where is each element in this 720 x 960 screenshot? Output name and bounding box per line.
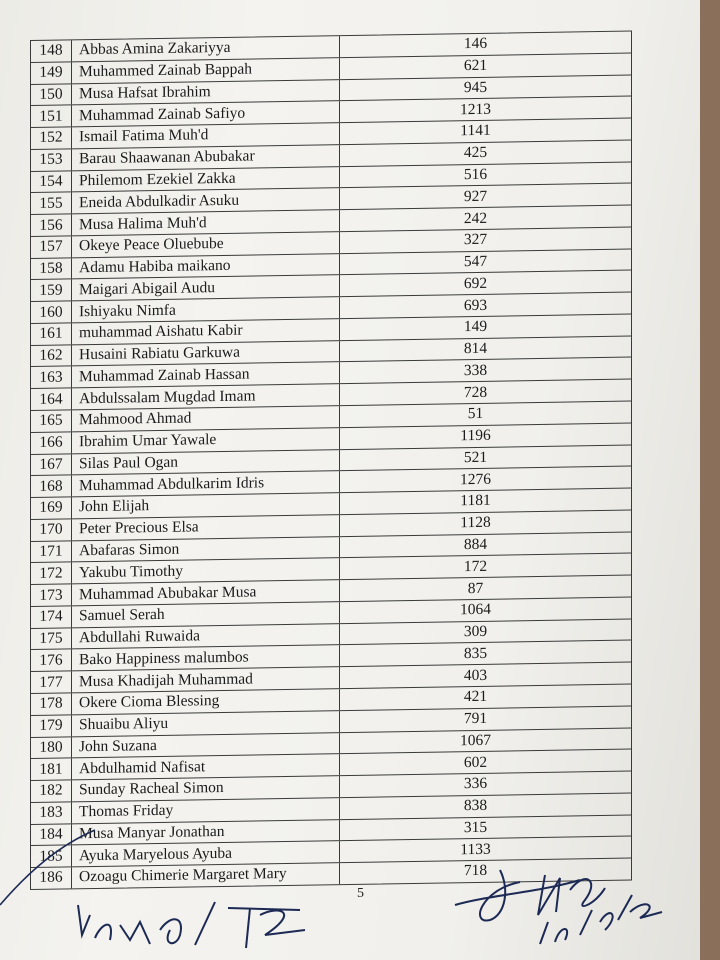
student-name: Barau Shaawanan Abubakar bbox=[72, 145, 340, 170]
student-name: Muhammad Abdulkarim Idris bbox=[72, 471, 340, 496]
score-value: 51 bbox=[467, 405, 484, 423]
score-value: 621 bbox=[463, 56, 488, 75]
serial-number: 182 bbox=[31, 780, 72, 801]
student-name: John Elijah bbox=[72, 493, 340, 518]
student-name: Husaini Rabiatu Garkuwa bbox=[72, 341, 340, 366]
score-value: 1141 bbox=[460, 122, 491, 140]
student-name: Abdulssalam Mugdad Imam bbox=[72, 384, 340, 409]
page-number: 5 bbox=[357, 886, 364, 901]
score-value: 791 bbox=[463, 709, 488, 728]
score-value: 336 bbox=[463, 775, 488, 793]
serial-number: 173 bbox=[31, 584, 72, 605]
serial-number: 174 bbox=[31, 606, 72, 627]
student-name: Abdullahi Ruwaida bbox=[72, 624, 340, 649]
serial-number: 154 bbox=[31, 171, 72, 192]
serial-number: 156 bbox=[31, 214, 72, 235]
student-name: Abafaras Simon bbox=[72, 537, 340, 562]
score-value: 242 bbox=[463, 209, 488, 227]
student-name: Peter Precious Elsa bbox=[72, 515, 340, 540]
score-table bbox=[30, 31, 632, 890]
student-name: Yakubu Timothy bbox=[72, 559, 340, 584]
score-value: 927 bbox=[463, 187, 488, 205]
student-name: Ibrahim Umar Yawale bbox=[72, 428, 340, 453]
serial-number: 148 bbox=[31, 40, 72, 61]
score-value: 421 bbox=[463, 688, 488, 706]
score-value: 172 bbox=[463, 557, 488, 575]
serial-number: 169 bbox=[31, 497, 72, 518]
score-value: 835 bbox=[463, 644, 488, 662]
serial-number: 164 bbox=[31, 389, 72, 410]
score-value: 309 bbox=[463, 622, 488, 641]
student-name: Bako Happiness malumbos bbox=[72, 646, 340, 671]
student-name: Thomas Friday bbox=[72, 798, 340, 823]
student-name: Ozoagu Chimerie Margaret Mary bbox=[72, 863, 340, 888]
serial-number: 161 bbox=[31, 323, 72, 344]
score-value: 1064 bbox=[460, 601, 491, 619]
serial-number: 166 bbox=[31, 432, 72, 453]
serial-number: 151 bbox=[31, 106, 72, 127]
serial-number: 170 bbox=[31, 519, 72, 540]
student-name: Mahmood Ahmad bbox=[72, 406, 340, 431]
score-value: 945 bbox=[463, 78, 488, 97]
serial-number: 183 bbox=[31, 802, 72, 823]
serial-number: 155 bbox=[31, 193, 72, 214]
serial-number: 181 bbox=[31, 759, 72, 780]
serial-number: 177 bbox=[31, 672, 72, 693]
student-name: Sunday Racheal Simon bbox=[72, 776, 340, 801]
serial-number: 168 bbox=[31, 476, 72, 497]
serial-number: 171 bbox=[31, 541, 72, 562]
serial-number: 149 bbox=[31, 62, 72, 83]
score-value: 1133 bbox=[460, 840, 491, 858]
score-value: 327 bbox=[463, 231, 488, 249]
student-name: Samuel Serah bbox=[72, 602, 340, 627]
serial-number: 176 bbox=[31, 650, 72, 671]
student-name: Musa Manyar Jonathan bbox=[72, 820, 340, 845]
score-value: 516 bbox=[463, 165, 488, 184]
student-name: Ayuka Maryelous Ayuba bbox=[72, 841, 340, 866]
serial-number: 184 bbox=[31, 824, 72, 845]
student-name: Okere Cioma Blessing bbox=[72, 689, 340, 714]
serial-number: 150 bbox=[31, 84, 72, 105]
serial-number: 178 bbox=[31, 693, 72, 714]
serial-number: 175 bbox=[31, 628, 72, 649]
score-value: 718 bbox=[463, 862, 488, 880]
serial-number: 152 bbox=[31, 127, 72, 148]
student-name: Silas Paul Ogan bbox=[72, 450, 340, 475]
serial-number: 172 bbox=[31, 563, 72, 584]
score-value: 838 bbox=[463, 796, 488, 815]
score-value: 338 bbox=[463, 361, 488, 380]
student-name: Musa Khadijah Muhammad bbox=[72, 667, 340, 692]
student-name: Shuaibu Aliyu bbox=[72, 711, 340, 736]
score-value: 1213 bbox=[460, 100, 491, 118]
serial-number: 165 bbox=[31, 410, 72, 431]
score-value: 87 bbox=[467, 579, 484, 597]
serial-number: 180 bbox=[31, 737, 72, 758]
student-name: Maigari Abigail Audu bbox=[72, 276, 340, 301]
serial-number: 186 bbox=[31, 867, 72, 888]
score-value: 1196 bbox=[460, 426, 491, 445]
student-name: Muhammad Zainab Hassan bbox=[72, 363, 340, 388]
serial-number: 185 bbox=[31, 846, 72, 867]
score-value: 149 bbox=[463, 318, 488, 336]
student-name: Abbas Amina Zakariyya bbox=[72, 36, 340, 61]
serial-number: 153 bbox=[31, 149, 72, 170]
student-name: Ismail Fatima Muh'd bbox=[72, 123, 340, 148]
student-name: Okeye Peace Oluebube bbox=[72, 232, 340, 257]
student-name: Muhammad Abubakar Musa bbox=[72, 580, 340, 605]
score-value: 1067 bbox=[460, 731, 491, 750]
score-value: 814 bbox=[463, 339, 488, 358]
score-value: 693 bbox=[463, 296, 488, 314]
score-value: 521 bbox=[463, 448, 488, 467]
score-value: 146 bbox=[463, 35, 488, 53]
student-name: Eneida Abdulkadir Asuku bbox=[72, 188, 340, 213]
score-value: 728 bbox=[463, 383, 488, 401]
student-name: Muhammed Zainab Bappah bbox=[72, 58, 340, 83]
score-value: 692 bbox=[463, 274, 488, 292]
student-name: muhammad Aishatu Kabir bbox=[72, 319, 340, 344]
serial-number: 179 bbox=[31, 715, 72, 736]
serial-number: 157 bbox=[31, 236, 72, 257]
student-name: Musa Hafsat Ibrahim bbox=[72, 80, 340, 105]
student-name: Muhammad Zainab Safiyo bbox=[72, 101, 340, 126]
student-name: Musa Halima Muh'd bbox=[72, 210, 340, 235]
score-value: 425 bbox=[463, 144, 488, 162]
left-signature-icon bbox=[78, 902, 305, 948]
serial-number: 160 bbox=[31, 302, 72, 323]
score-value: 1128 bbox=[460, 513, 491, 532]
serial-number: 158 bbox=[31, 258, 72, 279]
student-name: Ishiyaku Nimfa bbox=[72, 297, 340, 322]
score-value: 1181 bbox=[460, 492, 491, 510]
score-value: 1276 bbox=[460, 470, 491, 488]
score-value: 602 bbox=[463, 753, 488, 771]
student-name: Abdulhamid Nafisat bbox=[72, 754, 340, 779]
serial-number: 159 bbox=[31, 280, 72, 301]
score-value: 403 bbox=[463, 666, 488, 684]
score-value: 884 bbox=[463, 535, 488, 554]
score-value: 547 bbox=[463, 252, 488, 271]
score-value: 315 bbox=[463, 818, 488, 837]
serial-number: 167 bbox=[31, 454, 72, 475]
student-name: Adamu Habiba maikano bbox=[72, 254, 340, 279]
serial-number: 163 bbox=[31, 367, 72, 388]
student-name: Philemom Ezekiel Zakka bbox=[72, 167, 340, 192]
student-name: John Suzana bbox=[72, 733, 340, 758]
serial-number: 162 bbox=[31, 345, 72, 366]
